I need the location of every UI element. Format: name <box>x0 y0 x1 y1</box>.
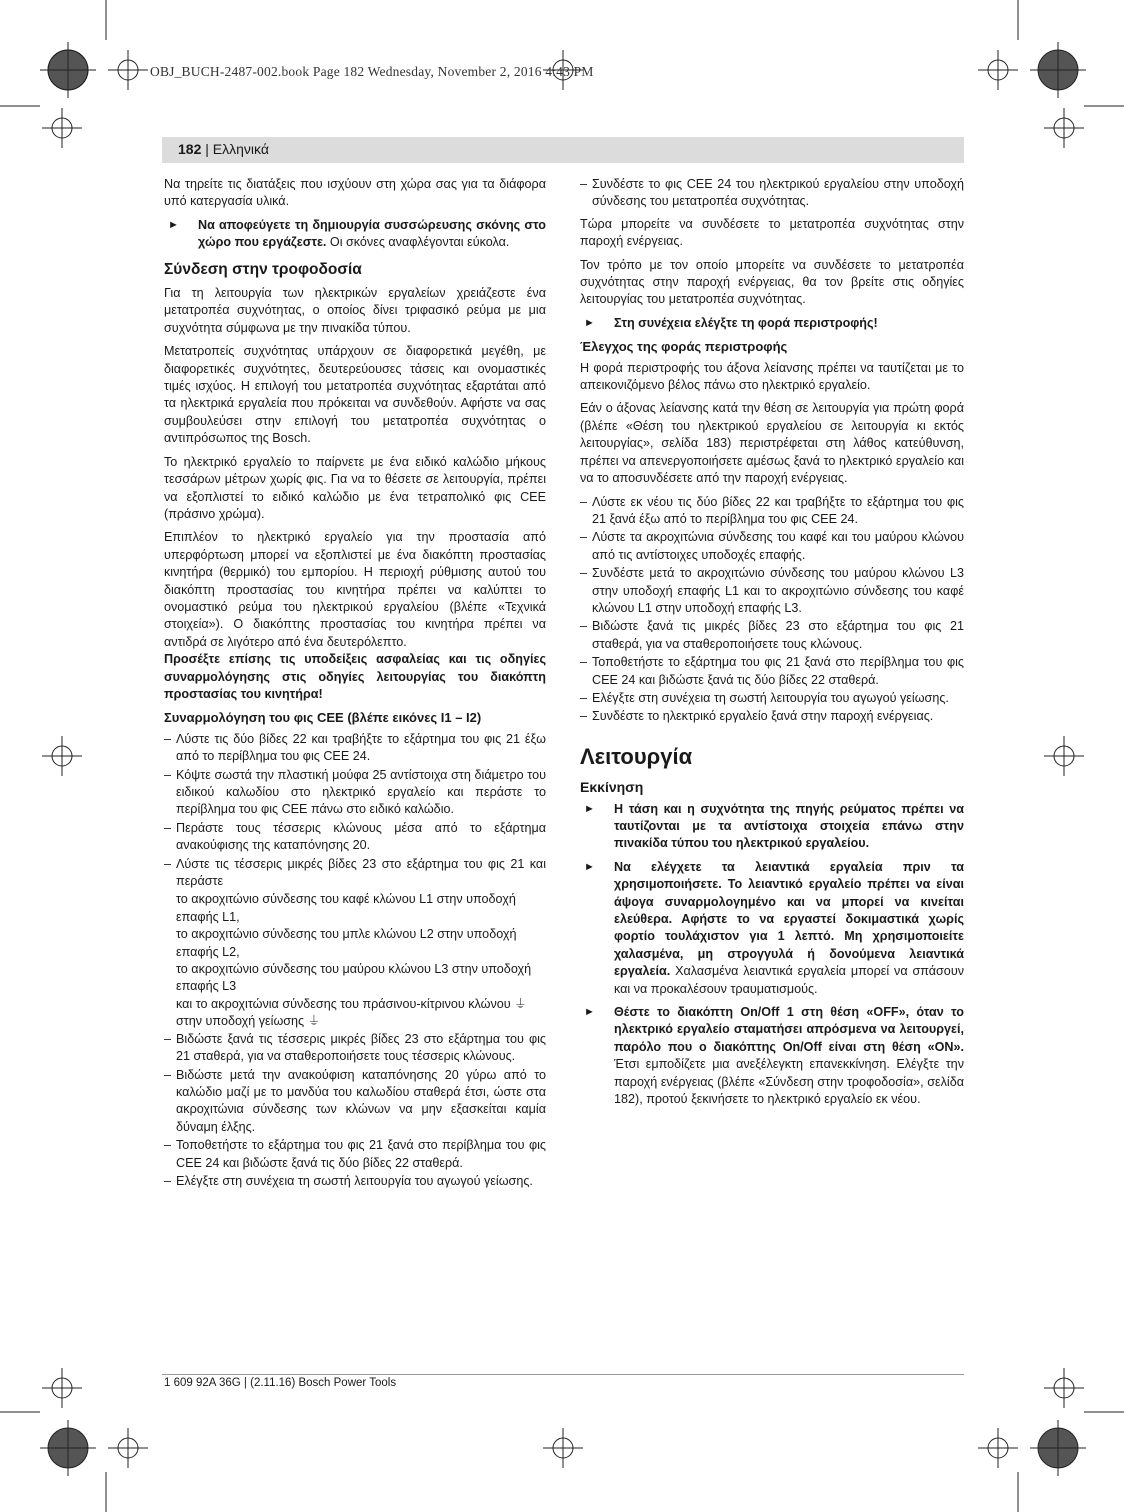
sub-item: το ακροχιτώνιο σύνδεσης του μπλε κλώνου L2 στην υποδοχή επαφής L2, <box>176 927 517 959</box>
list-item-text: Κόψτε σωστά την πλαστική μούφα 25 αντίστοιχα στη διάμετρο του ειδικού καλωδίου στο ηλεκτρικό εργαλείο και περάστε το περίβλημα του φις CEE πάνω στο ειδικό καλώδιο. <box>176 767 546 817</box>
list-item-text: Βιδώστε ξανά τις τέσσερις μικρές βίδες 23 στο εξάρτημα του φις 21 σταθερά, για να σταθεροποιήσετε τους τέσσερις κλώνους. <box>176 1031 546 1064</box>
list-item-text: Λύστε τις τέσσερις μικρές βίδες 23 στο εξάρτημα του φις 21 και περάστε <box>176 856 546 889</box>
print-slug: OBJ_BUCH-2487-002.book Page 182 Wednesday, November 2, 2016 4:43 PM <box>150 64 594 79</box>
list-item-text: Συνδέστε το φις CEE 24 του ηλεκτρικού εργαλείου στην υποδοχή σύνδεσης του μετατροπέα συχνότητας. <box>592 177 964 209</box>
list-item: – Συνδέστε μετά το ακροχιτώνιο σύνδεσης του μαύρου κλώνου L3 στην υποδοχή επαφής L1 και το ακροχιτώνιο σύνδεσης του καφέ κλώνου L1 στην υποδοχή επαφής L3. <box>580 566 964 615</box>
subheading-rotation: Έλεγχος της φοράς περιστροφής <box>580 339 788 355</box>
rotation-check-warning <box>580 315 964 332</box>
registration-rosette-icon <box>1030 1420 1086 1476</box>
list-item: – Βιδώστε μετά την ανακούφιση καταπόνησης 20 γύρω από το καλώδιο μαζί με το μανδύα του καλωδίου σταθερά έτσι, ώστε στα ακροχιτώνια σύνδεσης των κλώνων να μην εξασκείται καμία δύναμη έλξης. <box>164 1067 546 1134</box>
crosshair-icon <box>42 736 82 776</box>
paragraph: Η φορά περιστροφής του άξονα λείανσης πρέπει να ταυτίζεται με το απεικονιζόμενο βέλος πάνω στο ηλεκτρικό εργαλείο. <box>580 360 964 393</box>
page-number: 182 <box>178 141 202 157</box>
section-heading-power: Σύνδεση στην τροφοδοσία <box>164 260 362 278</box>
voltage-warning <box>580 801 964 853</box>
paragraph: Τώρα μπορείτε να συνδέσετε το μετατροπέα συχνότητας στην παροχή ενέργειας. <box>580 216 964 249</box>
list-item-text: Βιδώστε ξανά τις μικρές βίδες 23 στο εξάρτημα του φις 21 σταθερά, για να σταθεροποιήσετε τους κλώνους. <box>592 619 964 651</box>
paragraph: Επιπλέον το ηλεκτρικό εργαλείο για την προστασία από υπερφόρτωση μπορεί να εξοπλιστεί με ένα διακόπτη προστασίας κινητήρα (θερμικό) του εμπορίου. Η περιοχή ρύθμισης αυτού του διακόπτη προστασίας του κινητήρα πρέπει να καλύπτει το ονομαστικό ρεύμα του ηλεκτρικού εργαλείου (βλέπε «Τεχνικά στοιχεία»). Ο διακόπτης προστασίας του κινητήρα πρέπει να αντιδρά σε λιγότερο από ένα δευτερόλεπτο. <box>164 530 546 649</box>
abrasive-warning-text: Χαλασμένα λειαντικά εργαλεία μπορεί να σπάσουν και να προκαλέσουν τραυματισμούς. <box>614 964 964 996</box>
page-header-bar <box>162 137 964 163</box>
switch-warning-bold: Θέστε το διακόπτη On/Off 1 στη θέση «OFF», όταν το ηλεκτρικό εργαλείο σταματήσει απρόσμενα να λειτουργεί, παρόλο που ο διακόπτης On/Off είναι στη θέση «ON». <box>614 1005 964 1054</box>
list-item: – Περάστε τους τέσσερις κλώνους μέσα από το εξάρτημα ανακούφισης της καταπόνησης 20. <box>164 820 546 853</box>
list-item-text: Λύστε τις δύο βίδες 22 και τραβήξτε το εξάρτημα του φις 21 έξω από το περίβλημα του φις CEE 24. <box>176 731 546 764</box>
paragraph: Για τη λειτουργία των ηλεκτρικών εργαλείων χρειάζεστε ένα μετατροπέα συχνότητας, ο οποίος δίνει τριφασικό ρεύμα με μια συχνότητα σύμφωνα με την πινακίδα τύπου. <box>164 286 546 335</box>
bullet-arrow-icon: ► <box>584 1006 595 1019</box>
switch-warning <box>580 1004 964 1108</box>
crosshair-icon <box>1044 736 1084 776</box>
bullet-arrow-icon: ► <box>168 218 179 231</box>
list-item-text: Περάστε τους τέσσερις κλώνους μέσα από το εξάρτημα ανακούφισης της καταπόνησης 20. <box>176 820 546 853</box>
abrasive-warning <box>580 859 964 998</box>
abrasive-warning-bold: Να ελέγχετε τα λειαντικά εργαλεία πριν τα χρησιμοποιήσετε. Το λειαντικό εργαλείο πρέπει να είναι άψογα συναρμολογημένο και να μπορεί να κινείται ελεύθερα. Αφήστε το να εργαστεί δοκιμαστικά χωρίς φορτίο τουλάχιστον για 1 λεπτό. Μη χρησιμοποιείτε χαλασμένα, μη στρογγυλά ή δονούμενα λειαντικά εργαλεία. <box>614 859 964 979</box>
bullet-arrow-icon: ► <box>584 316 595 329</box>
list-item-text: Συνδέστε το ηλεκτρικό εργαλείο ξανά στην παροχή ενέργειας. <box>592 709 934 724</box>
list-item: – Συνδέστε το ηλεκτρικό εργαλείο ξανά στην παροχή ενέργειας. <box>580 709 934 724</box>
crosshair-icon <box>42 1368 82 1408</box>
list-item-text: Ελέγξτε στη συνέχεια τη σωστή λειτουργία του αγωγού γείωσης. <box>592 690 949 705</box>
list-item: – Τοποθετήστε το εξάρτημα του φις 21 ξανά στο περίβλημα του φις CEE 24 και βιδώστε ξανά τις δύο βίδες 22 σταθερά. <box>580 655 964 687</box>
sub-item: το ακροχιτώνιο σύνδεσης του καφέ κλώνου L1 στην υποδοχή επαφής L1, <box>176 892 516 924</box>
list-item-text: Τοποθετήστε το εξάρτημα του φις 21 ξανά στο περίβλημα του φις CEE 24 και βιδώστε ξανά τις δύο βίδες 22 σταθερά. <box>176 1138 546 1170</box>
crosshair-icon <box>978 1428 1018 1468</box>
header-divider: | <box>205 141 213 157</box>
list-item: – Λύστε εκ νέου τις δύο βίδες 22 και τραβήξτε το εξάρτημα του φις 21 ξανά έξω από το περίβλημα του φις CEE 24. <box>580 494 964 526</box>
list-item-text: Ελέγξτε στη συνέχεια τη σωστή λειτουργία του αγωγού γείωσης. <box>176 1173 533 1188</box>
subheading-startup: Εκκίνηση <box>580 779 644 796</box>
switch-warning-text: Έτσι εμποδίζετε μια ανεξέλεγκτη επανεκκίνηση. Ελέγξτε την παροχή ενέργειας (βλέπε «Σύνδεση στην τροφοδοσία», σελίδα 182), προτού ξεκινήσετε το ηλεκτρικό εργαλείο εκ νέου. <box>614 1057 964 1107</box>
crosshair-icon <box>1044 108 1084 148</box>
list-item: – Ελέγξτε στη συνέχεια τη σωστή λειτουργία του αγωγού γείωσης. <box>164 1173 533 1188</box>
list-item: – Κόψτε σωστά την πλαστική μούφα 25 αντίστοιχα στη διάμετρο του ειδικού καλωδίου στο ηλεκτρικό εργαλείο και περάστε το περίβλημα του φις CEE πάνω στο ειδικό καλώδιο. <box>164 767 546 817</box>
section-name: Ελληνικά <box>212 141 269 157</box>
list-item: – Βιδώστε ξανά τις τέσσερις μικρές βίδες 23 στο εξάρτημα του φις 21 σταθερά, για να σταθεροποιήσετε τους τέσσερις κλώνους. <box>164 1031 546 1064</box>
dust-warning <box>164 217 546 252</box>
crosshair-icon <box>108 50 148 90</box>
crosshair-icon <box>543 1428 583 1468</box>
voltage-warning-text: Η τάση και η συχνότητα της πηγής ρεύματος πρέπει να ταυτίζονται με τα αντίστοιχα στοιχεία επάνω στην πινακίδα τύπου του ηλεκτρικού εργαλείου. <box>614 801 964 851</box>
intro-paragraph: Να τηρείτε τις διατάξεις που ισχύουν στη χώρα σας για τα διάφορα υπό κατεργασία υλικά. <box>164 177 546 209</box>
list-item: – Ελέγξτε στη συνέχεια τη σωστή λειτουργία του αγωγού γείωσης. <box>580 690 949 705</box>
subheading-assembly: Συναρμολόγηση του φις CEE (βλέπε εικόνες I1 – I2) <box>164 710 482 726</box>
registration-rosette-icon <box>1030 42 1086 98</box>
crosshair-icon <box>978 50 1018 90</box>
bullet-arrow-icon: ► <box>584 860 595 873</box>
sub-item: και το ακροχιτώνια σύνδεσης του πράσινου-κίτρινου κλώνου ⏚ στην υποδοχή γείωσης ⏚ <box>176 996 527 1029</box>
crosshair-icon <box>42 108 82 148</box>
sub-item: το ακροχιτώνιο σύνδεσης του μαύρου κλώνου L3 στην υποδοχή επαφής L3 <box>176 962 532 994</box>
crosshair-icon <box>1044 1368 1084 1408</box>
crosshair-icon <box>108 1428 148 1468</box>
registration-rosette-icon <box>40 42 96 98</box>
bullet-arrow-icon: ► <box>584 802 595 815</box>
list-item: – Βιδώστε ξανά τις μικρές βίδες 23 στο εξάρτημα του φις 21 σταθερά, για να σταθεροποιήσετε τους κλώνους. <box>580 619 964 651</box>
list-item-text: Βιδώστε μετά την ανακούφιση καταπόνησης 20 γύρω από το καλώδιο μαζί με το μανδύα του καλωδίου σταθερά έτσι, ώστε στα ακροχιτώνια σύνδεσης των κλώνων να μην εξασκείται καμία δύναμη έλξης. <box>176 1067 546 1134</box>
list-item-text: Λύστε εκ νέου τις δύο βίδες 22 και τραβήξτε το εξάρτημα του φις 21 ξανά έξω από το περίβλημα του φις CEE 24. <box>592 494 964 526</box>
chapter-heading-operation: Λειτουργία <box>580 743 693 769</box>
right-column <box>580 176 964 1115</box>
paragraph: Τον τρόπο με τον οποίο μπορείτε να συνδέσετε το μετατροπέα συχνότητας στην παροχή ενέργειας, θα τον βρείτε στις οδηγίες λειτουργίας του μετατροπέα συχνότητας. <box>580 257 964 307</box>
dust-warning-bold: Να αποφεύγετε τη δημιουργία συσσώρευσης σκόνης στο χώρο που εργάζεστε. <box>198 217 546 250</box>
list-item-text: Συνδέστε μετά το ακροχιτώνιο σύνδεσης του μαύρου κλώνου L3 στην υποδοχή επαφής L1 και το ακροχιτώνιο σύνδεσης του καφέ κλώνου L1 στην υποδοχή επαφής L3. <box>592 566 964 615</box>
page-footer: 1 609 92A 36G | (2.11.16) Bosch Power Tools <box>164 1377 397 1389</box>
list-item: – Λύστε τα ακροχιτώνια σύνδεσης του καφέ και του μαύρου κλώνου από τις αντίστοιχες υποδοχές επαφής. <box>580 530 964 562</box>
paragraph: Το ηλεκτρικό εργαλείο το παίρνετε με ένα ειδικό καλώδιο μήκους τεσσάρων μέτρων χωρίς φις. Για να το θέσετε σε λειτουργία, πρέπει να εξοπλιστεί το ειδικό καλώδιο με ένα τετραπολικό φις CEE (πράσινο χρώμα). <box>164 454 546 521</box>
rotation-check-text: Στη συνέχεια ελέγξτε τη φορά περιστροφής! <box>614 315 878 330</box>
list-item-text: Τοποθετήστε το εξάρτημα του φις 21 ξανά στο περίβλημα του φις CEE 24 και βιδώστε ξανά τις δύο βίδες 22 σταθερά. <box>592 655 964 687</box>
paragraph: Μετατροπείς συχνότητας υπάρχουν σε διαφορετικά μεγέθη, με διαφορετικές συχνότητες, δευτερεύουσες τάσεις και ονομαστικές τιμές ισχύος. Η επιλογή του μετατροπέα συχνότητας εξαρτάται από τα ηλεκτρικά εργαλεία που πρόκειται να συνδεθούν. Αφήστε να σας συμβουλεύσει στην επιλογή του μετατροπέα συχνότητας ο αντιπρόσωπος της Bosch. <box>164 344 546 446</box>
safety-note: Προσέξτε επίσης τις υποδείξεις ασφαλείας και τις οδηγίες συναρμολόγησης στις οδηγίες λειτουργίας του διακόπτη προστασίας του κινητήρα! <box>164 652 546 701</box>
list-item: – Λύστε τις δύο βίδες 22 και τραβήξτε το εξάρτημα του φις 21 έξω από το περίβλημα του φις CEE 24. <box>164 731 546 764</box>
paragraph: Εάν ο άξονας λείανσης κατά την θέση σε λειτουργία για πρώτη φορά (βλέπε «Θέση του ηλεκτρικού εργαλείου σε λειτουργία κι εκτός λειτουργίας», σελίδα 183) περιστρέφεται στη λάθος κατεύθυνση, πρέπει να απενεργοποιήσετε αμέσως ξανά το ηλεκτρικό εργαλείο και να το αποσυνδέσετε από την παροχή ενέργειας. <box>580 401 964 486</box>
page-header <box>178 141 269 157</box>
list-item: – Λύστε τις τέσσερις μικρές βίδες 23 στο εξάρτημα του φις 21 και περάστε <box>164 856 546 889</box>
footer-rule <box>162 1374 964 1375</box>
dust-warning-text: Οι σκόνες αναφλέγονται εύκολα. <box>326 235 510 250</box>
list-item: – Συνδέστε το φις CEE 24 του ηλεκτρικού εργαλείου στην υποδοχή σύνδεσης του μετατροπέα συχνότητας. <box>580 177 964 209</box>
registration-rosette-icon <box>40 1420 96 1476</box>
left-column <box>164 176 546 1191</box>
list-item: – Τοποθετήστε το εξάρτημα του φις 21 ξανά στο περίβλημα του φις CEE 24 και βιδώστε ξανά τις δύο βίδες 22 σταθερά. <box>164 1138 546 1170</box>
list-item-text: Λύστε τα ακροχιτώνια σύνδεσης του καφέ και του μαύρου κλώνου από τις αντίστοιχες υποδοχές επαφής. <box>592 530 964 562</box>
